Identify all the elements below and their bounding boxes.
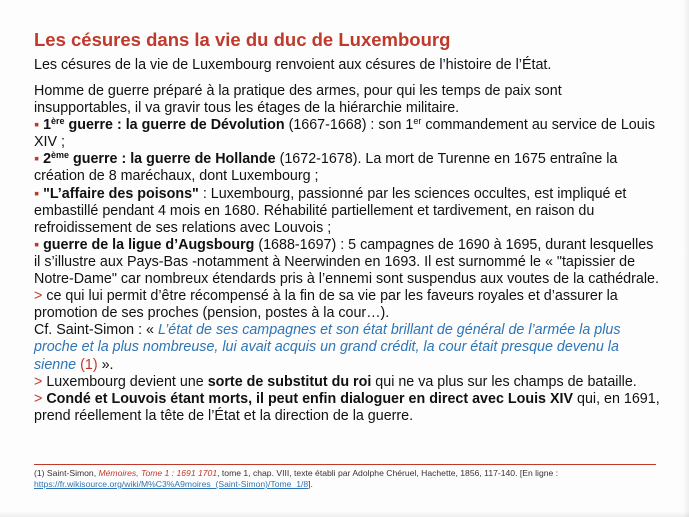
bullet-heading: guerre : la guerre de Hollande — [69, 151, 276, 168]
arrow-bold: Condé et Louvois étant morts, il peut enfin dialoguer en direct avec Louis XIV — [42, 390, 574, 407]
arrow-substitut — [34, 374, 660, 391]
bullet-text: commandement au service de Louis XIV ; — [34, 117, 656, 151]
bullet-heading: guerre : la guerre de Dévolution — [64, 117, 285, 134]
bullet-text: (1672-1678). La mort de Turenne en 1675 entraîne la création de 8 maréchaux, dont Luxembourg ; — [34, 151, 618, 185]
slide-body — [34, 83, 660, 425]
ordinal-sup: er — [413, 116, 422, 127]
slide-title: Les césures dans la vie du duc de Luxembourg — [34, 29, 451, 50]
footnote-link[interactable]: https://fr.wikisource.org/wiki/M%C3%A9moires_(Saint-Simon)/Tome_1/8 — [34, 479, 309, 489]
bullet-dates: (1667-1668) : son 1 — [284, 117, 414, 134]
footnote-end: ]. — [308, 479, 313, 489]
footnote — [34, 468, 660, 490]
citation-end: ». — [97, 356, 114, 373]
arrow-conde-louvois — [34, 391, 660, 425]
bullet-number: 2 — [43, 151, 52, 168]
arrow-marker: > — [34, 390, 43, 407]
intro-text: Les césures de la vie de Luxembourg renvoient aux césures de l’histoire de l’État. — [34, 57, 552, 73]
citation-quote: L’état de ses campagnes et son état brillant de général de l’armée la plus proche et la plus nombreuse, lui avait acquis un grand crédit, la cour était presque devenu la sienne — [34, 322, 621, 373]
bullet-marker: ▪ — [34, 151, 40, 168]
footnote-pre: (1) Saint-Simon, — [34, 468, 99, 478]
ordinal-sup: ème — [51, 150, 70, 161]
arrow-marker: > — [34, 373, 43, 390]
bullet-augsbourg — [34, 237, 660, 288]
footnote-work: Mémoires, Tome 1 : 1691 1701 — [98, 468, 218, 478]
bullet-devolution — [34, 117, 660, 151]
bullet-hollande — [34, 151, 660, 185]
arrow-recompense — [34, 288, 660, 322]
bullet-marker: ▪ — [34, 117, 40, 134]
footnote-divider — [34, 464, 656, 465]
arrow-text: qui ne va plus sur les champs de bataille. — [371, 373, 637, 390]
slide-shadow-right — [683, 0, 689, 517]
ordinal-sup: ère — [51, 116, 65, 127]
arrow-text: ce qui lui permit d’être récompensé à la fin de sa vie par les faveurs royales et d’assurer la promotion de ses proches (pension, postes à la cour…). — [34, 288, 618, 322]
bullet-marker: ▪ — [34, 185, 40, 202]
slide-shadow-bottom — [0, 511, 689, 517]
citation-lead: Cf. Saint-Simon : « — [34, 322, 158, 339]
citation-ref: (1) — [76, 356, 98, 373]
arrow-marker: > — [34, 288, 43, 305]
bullet-heading: guerre de la ligue d’Augsbourg — [43, 236, 255, 253]
bullet-marker: ▪ — [34, 236, 40, 253]
paragraph-intro: Homme de guerre préparé à la pratique des armes, pour qui les temps de paix sont insupportables, il va gravir tous les étages de la hiérarchie militaire. — [34, 83, 562, 117]
bullet-poisons — [34, 186, 660, 237]
arrow-bold: sorte de substitut du roi — [207, 373, 372, 390]
arrow-text: Luxembourg devient une — [42, 373, 208, 390]
saint-simon-citation — [34, 322, 660, 373]
arrow-text: qui, en 1691, prend réellement la tête de l’État et la direction de la guerre. — [34, 390, 660, 424]
bullet-text: (1688-1697) : 5 campagnes de 1690 à 1695, durant lesquelles il s’illustre aux Pays-Bas -notamment à Neerwinden en 1693. Il est surnommé le « "tapissier de Notre-Dame" car nombreux étendards pris à l’ennemi sont suspendus aux voutes de la cathédrale. — [34, 236, 659, 288]
bullet-number: 1 — [43, 117, 52, 134]
bullet-heading: "L’affaire des poisons" — [43, 185, 199, 202]
bullet-text: : Luxembourg, passionné par les sciences occultes, est impliqué et embastillé pendant 4 mois en 1680. Réhabilité partiellement et tardivement, en raison du refroidissement de ses relations avec Louvois ; — [34, 185, 627, 236]
footnote-mid: , tome 1, chap. VIII, texte établi par Adolphe Chéruel, Hachette, 1856, 117-140. [En ligne : — [217, 468, 559, 478]
